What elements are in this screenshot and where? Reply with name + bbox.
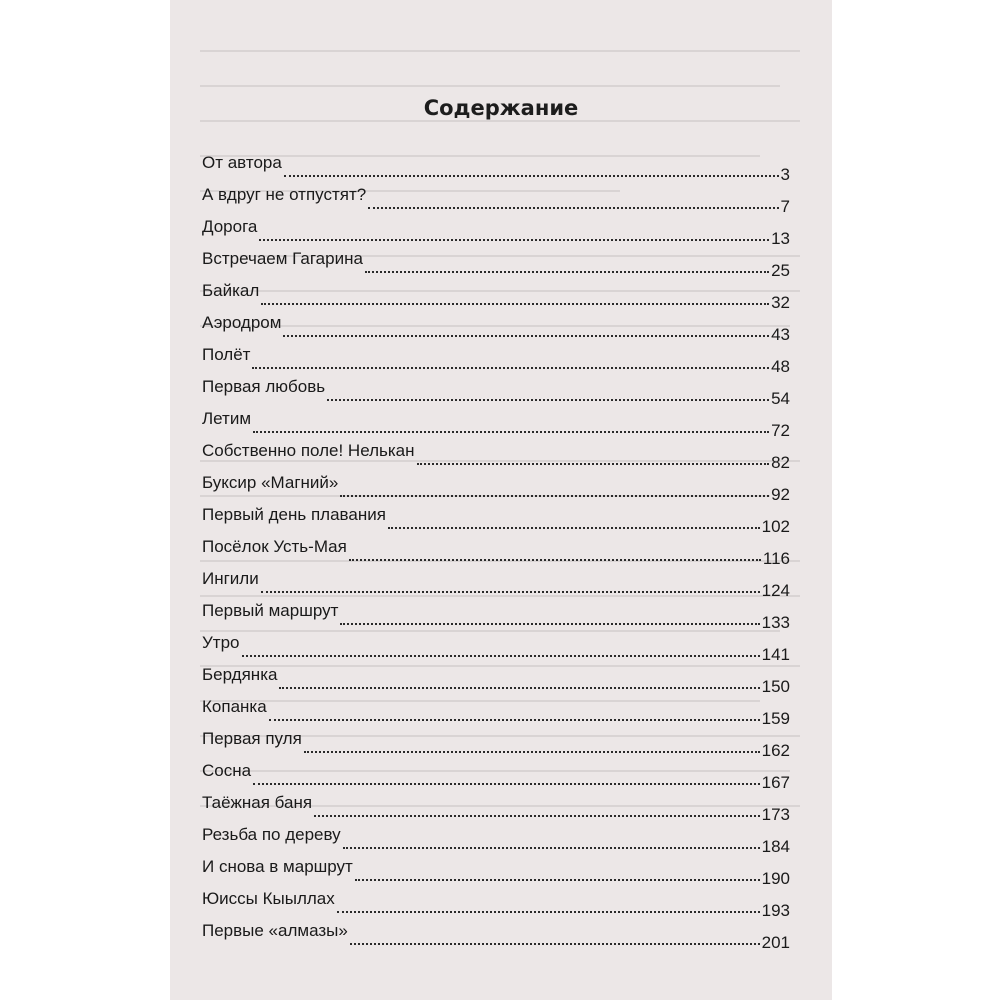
- dot-leader: [340, 623, 759, 625]
- dot-leader: [314, 815, 760, 817]
- toc-entry[interactable]: [202, 377, 790, 409]
- toc-entry-page: 92: [771, 485, 790, 504]
- toc-entry[interactable]: [202, 345, 790, 377]
- toc-entry-page: 48: [771, 357, 790, 376]
- toc-entry-page: 43: [771, 325, 790, 344]
- dot-leader: [261, 591, 760, 593]
- toc-entry-title: Полёт: [202, 345, 251, 364]
- toc-entry[interactable]: [202, 761, 790, 793]
- toc-entry-page: 201: [761, 933, 790, 952]
- toc-entry-page: 159: [761, 709, 790, 728]
- toc-entry-title: Дорога: [202, 217, 258, 236]
- toc-entry-page: 32: [771, 293, 790, 312]
- toc-entry-title: Первая пуля: [202, 729, 302, 748]
- toc-entry-title: Буксир «Магний»: [202, 473, 339, 492]
- toc-entry[interactable]: [202, 441, 790, 473]
- toc-entry[interactable]: [202, 729, 790, 761]
- dot-leader: [388, 527, 760, 529]
- dot-leader: [365, 271, 769, 273]
- toc-entry[interactable]: [202, 185, 790, 217]
- dot-leader: [417, 463, 770, 465]
- dot-leader: [261, 303, 769, 305]
- toc-entry-page: 82: [771, 453, 790, 472]
- dot-leader: [253, 431, 769, 433]
- toc-entry-page: 72: [771, 421, 790, 440]
- toc-entry[interactable]: [202, 921, 790, 953]
- toc-entry-page: 124: [761, 581, 790, 600]
- toc-entry[interactable]: [202, 665, 790, 697]
- toc-entry-title: Посёлок Усть-Мая: [202, 537, 347, 556]
- toc-entry-title: Копанка: [202, 697, 267, 716]
- toc-entry-title: Резьба по дереву: [202, 825, 341, 844]
- toc-entry-title: Юиссы Кыыллах: [202, 889, 335, 908]
- toc-entry[interactable]: [202, 313, 790, 345]
- toc-entry-page: 25: [771, 261, 790, 280]
- toc-entry-title: А вдруг не отпустят?: [202, 185, 367, 204]
- dot-leader: [269, 719, 760, 721]
- dot-leader: [350, 943, 760, 945]
- dot-leader: [349, 559, 761, 561]
- book-page: [170, 0, 832, 1000]
- toc-entry-title: Байкал: [202, 281, 260, 300]
- dot-leader: [368, 207, 778, 209]
- toc-entry-title: Собственно поле! Нелькан: [202, 441, 415, 460]
- toc-entry-title: Бердянка: [202, 665, 278, 684]
- toc-entry-page: 116: [762, 549, 790, 568]
- toc-entry-title: Таёжная баня: [202, 793, 313, 812]
- toc-entry[interactable]: [202, 569, 790, 601]
- dot-leader: [279, 687, 759, 689]
- toc-entry-page: 54: [771, 389, 790, 408]
- dot-leader: [340, 495, 769, 497]
- dot-leader: [304, 751, 760, 753]
- toc-entry[interactable]: [202, 505, 790, 537]
- toc-entry-title: Первый день плавания: [202, 505, 386, 524]
- toc-entry[interactable]: [202, 217, 790, 249]
- toc-entry-title: Встречаем Гагарина: [202, 249, 363, 268]
- toc-entry-title: Сосна: [202, 761, 252, 780]
- dot-leader: [284, 175, 779, 177]
- toc-entry-title: Первые «алмазы»: [202, 921, 348, 940]
- toc-entry-page: 13: [771, 229, 790, 248]
- toc-entry-title: Аэродром: [202, 313, 282, 332]
- toc-entry[interactable]: [202, 825, 790, 857]
- dot-leader: [252, 367, 769, 369]
- dot-leader: [327, 399, 769, 401]
- toc-entry[interactable]: [202, 409, 790, 441]
- toc-entry-page: 173: [761, 805, 790, 824]
- toc-entry[interactable]: [202, 793, 790, 825]
- toc-entry-page: 141: [761, 645, 790, 664]
- toc-entry[interactable]: [202, 697, 790, 729]
- table-of-contents: [202, 153, 790, 953]
- toc-entry-page: 150: [761, 677, 790, 696]
- toc-entry[interactable]: [202, 537, 790, 569]
- dot-leader: [355, 879, 760, 881]
- toc-entry-title: Первый маршрут: [202, 601, 339, 620]
- toc-entry-page: 184: [761, 837, 790, 856]
- dot-leader: [343, 847, 760, 849]
- toc-entry[interactable]: [202, 633, 790, 665]
- toc-entry[interactable]: [202, 249, 790, 281]
- toc-entry-page: 3: [780, 165, 790, 184]
- dot-leader: [337, 911, 760, 913]
- dot-leader: [253, 783, 760, 785]
- contents-title: Содержание: [423, 96, 579, 120]
- toc-entry-title: Первая любовь: [202, 377, 326, 396]
- toc-entry-title: И снова в маршрут: [202, 857, 353, 876]
- toc-entry[interactable]: [202, 857, 790, 889]
- toc-entry-page: 162: [761, 741, 790, 760]
- toc-entry-title: От автора: [202, 153, 282, 172]
- toc-entry-page: 193: [761, 901, 790, 920]
- dot-leader: [242, 655, 760, 657]
- dot-leader: [283, 335, 769, 337]
- toc-entry-title: Утро: [202, 633, 240, 652]
- toc-entry[interactable]: [202, 473, 790, 505]
- toc-entry[interactable]: [202, 153, 790, 185]
- toc-entry-page: 167: [761, 773, 790, 792]
- toc-entry-page: 102: [761, 517, 790, 536]
- toc-entry-page: 190: [761, 869, 790, 888]
- toc-entry-page: 133: [761, 613, 790, 632]
- toc-entry-title: Летим: [202, 409, 252, 428]
- toc-entry[interactable]: [202, 889, 790, 921]
- dot-leader: [259, 239, 769, 241]
- toc-entry-title: Ингили: [202, 569, 259, 588]
- toc-entry-page: 7: [780, 197, 790, 216]
- bleed-through-header: [170, 0, 832, 16]
- toc-entry[interactable]: [202, 281, 790, 313]
- toc-entry[interactable]: [202, 601, 790, 633]
